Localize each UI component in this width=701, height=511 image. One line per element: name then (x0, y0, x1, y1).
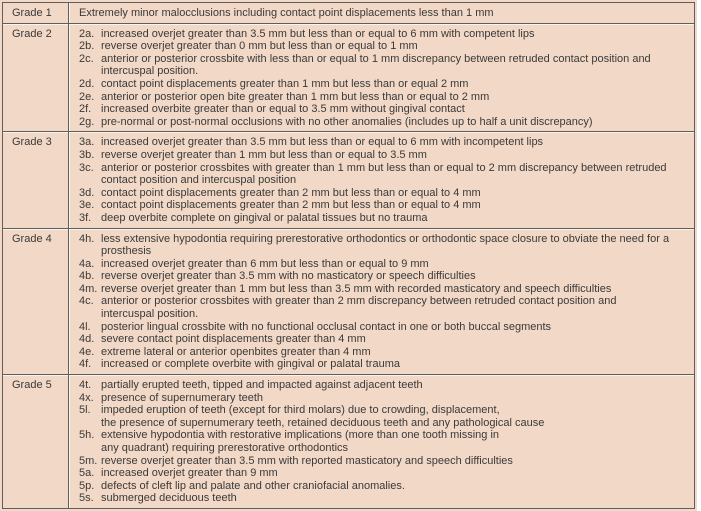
criterion-text (101, 480, 688, 493)
criterion-line: anterior or posterior crossbites with greater than 2 mm discrepancy between retruded contact position and (101, 295, 617, 308)
criterion-line: contact point displacements greater than 2 mm but less than or equal to 4 mm (101, 186, 481, 199)
criterion-line: presence of supernumerary teeth (101, 391, 264, 404)
criterion-text (101, 78, 688, 91)
criterion-line: increased overjet greater than 6 mm but less than or equal to 9 mm (101, 257, 429, 270)
criterion-code: 4c. (79, 295, 94, 308)
criterion-text (101, 187, 688, 200)
criterion-line: posterior lingual crossbite with no functional occlusal contact in one or both buccal segments (101, 320, 552, 333)
criterion-code: 2b. (79, 40, 95, 53)
grade-criteria-cell (69, 132, 694, 227)
criterion-item (79, 492, 688, 505)
criterion-code: 5a. (79, 467, 95, 480)
criterion-code: 4t. (79, 379, 92, 392)
criterion-code: 3a. (79, 136, 95, 149)
grade-row-2 (3, 23, 694, 132)
criterion-text (101, 392, 688, 405)
iotn-grades-table (2, 2, 695, 509)
criterion-code: 4a. (79, 257, 95, 270)
criterion-code: 2a. (79, 27, 95, 40)
grade-row-3 (3, 131, 694, 227)
grade-criteria-cell (69, 3, 694, 23)
criterion-code: 5p. (79, 479, 95, 492)
criterion-text (101, 492, 688, 505)
criterion-code: 3c. (79, 161, 94, 174)
criterion-line: increased overbite greater than or equal to 3.5 mm without gingival contact (101, 103, 465, 116)
grade-criteria-cell (69, 24, 694, 132)
criterion-code: 3e. (79, 199, 95, 212)
criterion-item (79, 321, 688, 334)
grade-criteria-cell (69, 375, 694, 508)
criterion-code: 4f. (79, 358, 92, 371)
criterion-item (79, 91, 688, 104)
criterion-text (101, 116, 688, 129)
criterion-line: impeded eruption of teeth (except for third molars) due to crowding, displacement, (101, 404, 500, 417)
criterion-line: deep overbite complete on gingival or palatal tissues but no trauma (101, 211, 428, 224)
criterion-line: increased overjet greater than 9 mm (101, 467, 278, 480)
criterion-code: 4m. (79, 282, 98, 295)
criterion-code: 4h. (79, 232, 95, 245)
criterion-item (79, 333, 688, 346)
criterion-text (101, 103, 688, 116)
criterion-text (101, 283, 688, 296)
criterion-code: 4x. (79, 391, 94, 404)
criterion-code: 2e. (79, 90, 95, 103)
criterion-item (79, 40, 688, 53)
criterion-line: reverse overjet greater than 1 mm but less than 3.5 mm with recorded masticatory and speech difficulties (101, 282, 612, 295)
criterion-text (101, 149, 688, 162)
grade-label: Grade 1 (3, 3, 69, 23)
criterion-text (101, 270, 688, 283)
criterion-text (79, 7, 688, 20)
criterion-text (101, 321, 688, 334)
criterion-item (79, 53, 688, 78)
criterion-line: extensive hypodontia with restorative implications (more than one tooth missing in (101, 429, 500, 442)
criterion-text (101, 346, 688, 359)
criterion-item (79, 149, 688, 162)
criterion-code: 2c. (79, 52, 94, 65)
criterion-text (101, 28, 688, 41)
criterion-item (79, 187, 688, 200)
criterion-code: 5l. (79, 404, 91, 417)
criterion-text (101, 199, 688, 212)
criterion-item (79, 7, 688, 20)
criterion-code: 2f. (79, 103, 92, 116)
grade-label: Grade 4 (3, 229, 69, 375)
criterion-line: increased overjet greater than 3.5 mm but less than or equal to 6 mm with competent lips (101, 27, 535, 40)
criterion-line: increased overjet greater than 3.5 mm but less than or equal to 6 mm with incompetent lips (101, 136, 544, 149)
criterion-item (79, 455, 688, 468)
criterion-code: 5m. (79, 454, 98, 467)
criterion-code: 5h. (79, 429, 95, 442)
criterion-text (101, 162, 688, 187)
grade-label: Grade 5 (3, 375, 69, 508)
criterion-line: any quadrant) requiring prerestorative orthodontics (101, 442, 349, 454)
criterion-code: 3d. (79, 186, 95, 199)
criterion-code: 4d. (79, 333, 95, 346)
grade-label: Grade 3 (3, 132, 69, 227)
criterion-line: reverse overjet greater than 1 mm but less than or equal to 3.5 mm (101, 148, 427, 161)
criterion-line: intercuspal position. (101, 65, 199, 78)
criterion-item (79, 392, 688, 405)
criterion-item (79, 295, 688, 320)
criterion-code: 2d. (79, 77, 95, 90)
criterion-line: anterior or posterior open bite greater than 1 mm but less than or equal to 2 mm (101, 90, 490, 103)
criterion-text (101, 429, 688, 454)
criterion-text (101, 333, 688, 346)
criterion-line: less extensive hypodontia requiring prerestorative orthodontics or orthodontic space closure to obviate the need for a (101, 232, 670, 245)
criterion-item (79, 283, 688, 296)
criterion-line: the presence of supernumerary teeth, retained deciduous teeth and any pathological cause (101, 416, 545, 429)
criterion-text (101, 136, 688, 149)
criterion-code: 4b. (79, 270, 95, 283)
criterion-line: severe contact point displacements greater than 4 mm (101, 333, 366, 346)
criterion-text (101, 379, 688, 392)
criterion-line: Extremely minor malocclusions including contact point displacements less than 1 mm (79, 7, 494, 19)
criterion-item (79, 233, 688, 258)
criterion-item (79, 136, 688, 149)
grade-row-1 (3, 3, 694, 23)
criterion-text (101, 295, 688, 320)
criterion-item (79, 467, 688, 480)
criterion-text (101, 404, 688, 429)
criterion-text (101, 53, 688, 78)
criterion-line: anterior or posterior crossbite with less than or equal to 1 mm discrepancy between retruded contact position and (101, 52, 651, 65)
criterion-item (79, 103, 688, 116)
criterion-item (79, 404, 688, 429)
criterion-item (79, 358, 688, 371)
criterion-text (101, 358, 688, 371)
criterion-line: partially erupted teeth, tipped and impacted against adjacent teeth (101, 379, 423, 392)
criterion-line: contact point displacements greater than 1 mm but less than or equal 2 mm (101, 77, 469, 90)
criterion-text (101, 455, 688, 468)
criterion-item (79, 379, 688, 392)
criterion-line: reverse overjet greater than 3.5 mm with no masticatory or speech difficulties (101, 270, 476, 283)
criterion-code: 3b. (79, 148, 95, 161)
criterion-line: contact point displacements greater than 2 mm but less than or equal to 4 mm (101, 199, 481, 212)
criterion-text (101, 233, 688, 258)
criterion-line: reverse overjet greater than 0 mm but less than or equal to 1 mm (101, 40, 418, 53)
criterion-item (79, 116, 688, 129)
grade-criteria-cell (69, 229, 694, 375)
criterion-line: submerged deciduous teeth (101, 492, 237, 505)
criterion-code: 5s. (79, 492, 94, 505)
criterion-line: reverse overjet greater than 3.5 mm with reported masticatory and speech difficulties (101, 454, 513, 467)
criterion-line: contact position and intercuspal position (101, 174, 297, 187)
criterion-item (79, 199, 688, 212)
criterion-item (79, 480, 688, 493)
grade-row-5 (3, 374, 694, 508)
criterion-item (79, 270, 688, 283)
criterion-item (79, 28, 688, 41)
criterion-text (101, 467, 688, 480)
criterion-line: increased or complete overbite with gingival or palatal trauma (101, 358, 400, 371)
grade-row-4 (3, 228, 694, 375)
criterion-text (101, 91, 688, 104)
criterion-code: 4e. (79, 345, 95, 358)
criterion-item (79, 429, 688, 454)
criterion-item (79, 258, 688, 271)
criterion-code: 3f. (79, 211, 92, 224)
criterion-line: anterior or posterior crossbites with greater than 1 mm but less than or equal to 2 mm discrepancy between retruded (101, 161, 667, 174)
criterion-line: intercuspal position. (101, 308, 199, 321)
criterion-text (101, 212, 688, 225)
criterion-text (101, 40, 688, 53)
criterion-line: extreme lateral or anterior openbites greater than 4 mm (101, 345, 371, 358)
criterion-item (79, 78, 688, 91)
grade-label: Grade 2 (3, 24, 69, 132)
criterion-code: 2g. (79, 115, 95, 128)
criterion-code: 4l. (79, 320, 91, 333)
criterion-item (79, 212, 688, 225)
criterion-line: defects of cleft lip and palate and other craniofacial anomalies. (101, 479, 405, 492)
criterion-item (79, 346, 688, 359)
criterion-line: prosthesis (101, 245, 152, 258)
criterion-text (101, 258, 688, 271)
criterion-item (79, 162, 688, 187)
criterion-line: pre-normal or post-normal occlusions with no other anomalies (includes up to half a unit discrepancy) (101, 115, 593, 128)
